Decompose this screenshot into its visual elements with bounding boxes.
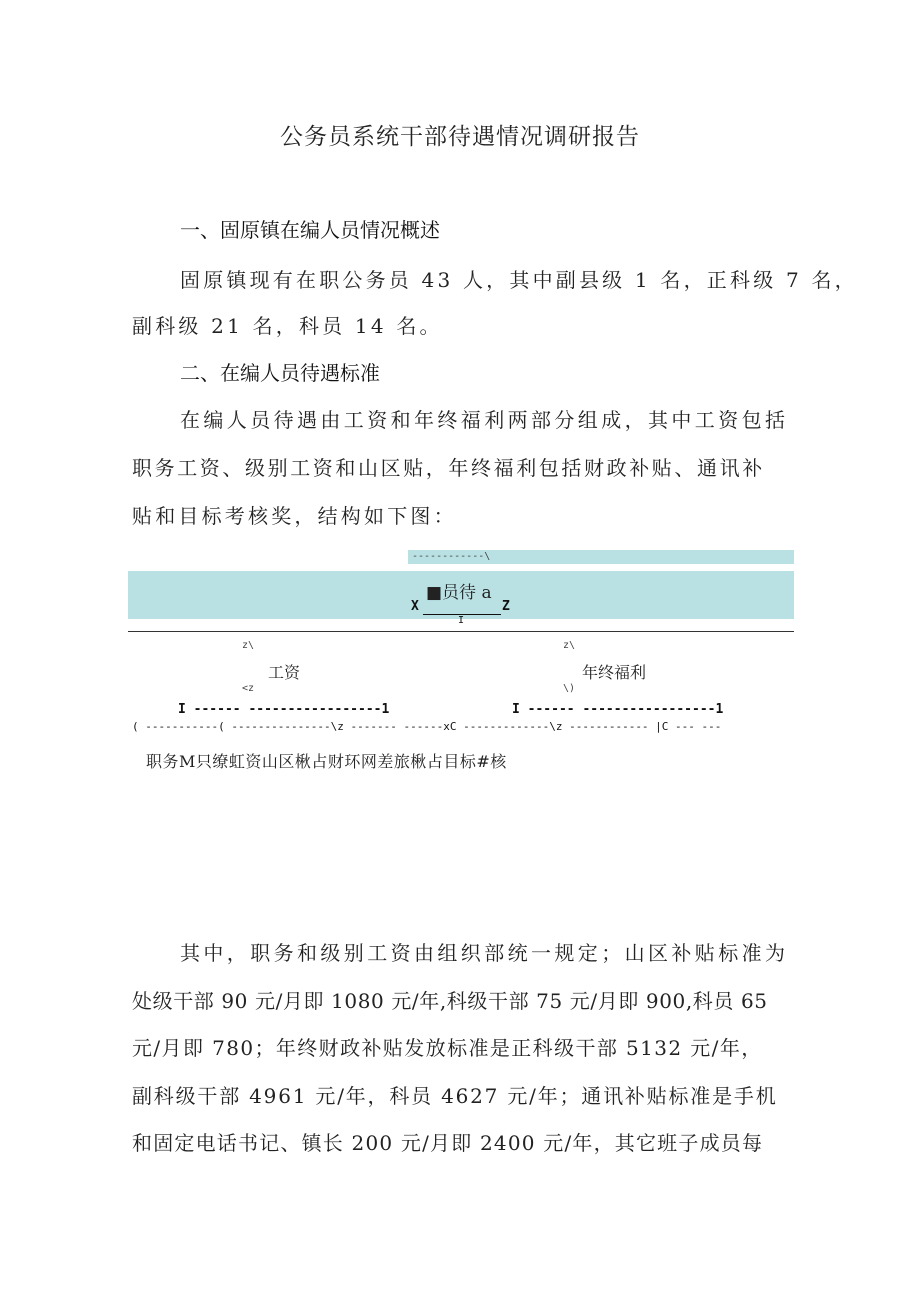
diagram-root-connector-right: Z <box>502 599 510 614</box>
section2-line3: 贴和目标考核奖，结构如下图： <box>132 504 457 528</box>
diagram-node-year-end-benefits: 年终福利 <box>582 663 647 682</box>
diagram-right-mark-bottom: \) <box>563 683 576 694</box>
diagram-leaf-labels: 职务M只缭虹资山区楸占财环网差旅楸占目标#核 <box>146 752 507 771</box>
diagram-root-connector-left: X <box>411 599 419 614</box>
section1-line1: 固原镇现有在职公务员 43 人，其中副县级 1 名，正科级 7 名， <box>180 268 858 292</box>
diagram-leaf-connectors: ( -----------( ---------------\z ------- ------xC -------------\z ------------ |C --- --- <box>132 720 722 733</box>
diagram-top-strip-text: ------------\ <box>412 551 491 562</box>
page-title: 公务员系统干部待遇情况调研报告 <box>280 124 640 150</box>
section1-heading: 一、固原镇在编人员情况概述 <box>180 218 440 242</box>
diagram-right-mark-top: z\ <box>563 640 576 651</box>
diagram-right-branch: I ------ -----------------1 <box>512 702 724 717</box>
diagram-left-mark-bottom: <z <box>242 683 255 694</box>
diagram-node-salary: 工资 <box>268 663 301 682</box>
diagram-divider <box>128 631 794 632</box>
section3-line4: 副科级干部 4961 元/年，科员 4627 元/年；通讯补贴标准是手机 <box>132 1084 778 1108</box>
diagram-root-label: ■员待 a <box>426 583 492 603</box>
section3-line1: 其中，职务和级别工资由组织部统一规定；山区补贴标准为 <box>180 941 789 965</box>
section1-line2: 副科级 21 名，科员 14 名。 <box>132 314 443 338</box>
section3-line3: 元/月即 780；年终财政补贴发放标准是正科级干部 5132 元/年， <box>132 1036 763 1060</box>
section2-line1: 在编人员待遇由工资和年终福利两部分组成，其中工资包括 <box>180 408 789 432</box>
section2-heading: 二、在编人员待遇标准 <box>180 361 380 385</box>
diagram-left-branch: I ------ -----------------1 <box>178 702 390 717</box>
diagram-left-mark-top: z\ <box>242 640 255 651</box>
section2-line2: 职务工资、级别工资和山区贴，年终福利包括财政补贴、通讯补 <box>132 456 765 480</box>
diagram-root-connector-mid: I <box>458 615 465 626</box>
section3-line2: 处级干部 90 元/月即 1080 元/年,科级干部 75 元/月即 900,科员 65 <box>132 989 768 1013</box>
section3-line5: 和固定电话书记、镇长 200 元/月即 2400 元/年，其它班子成员每 <box>132 1131 764 1155</box>
